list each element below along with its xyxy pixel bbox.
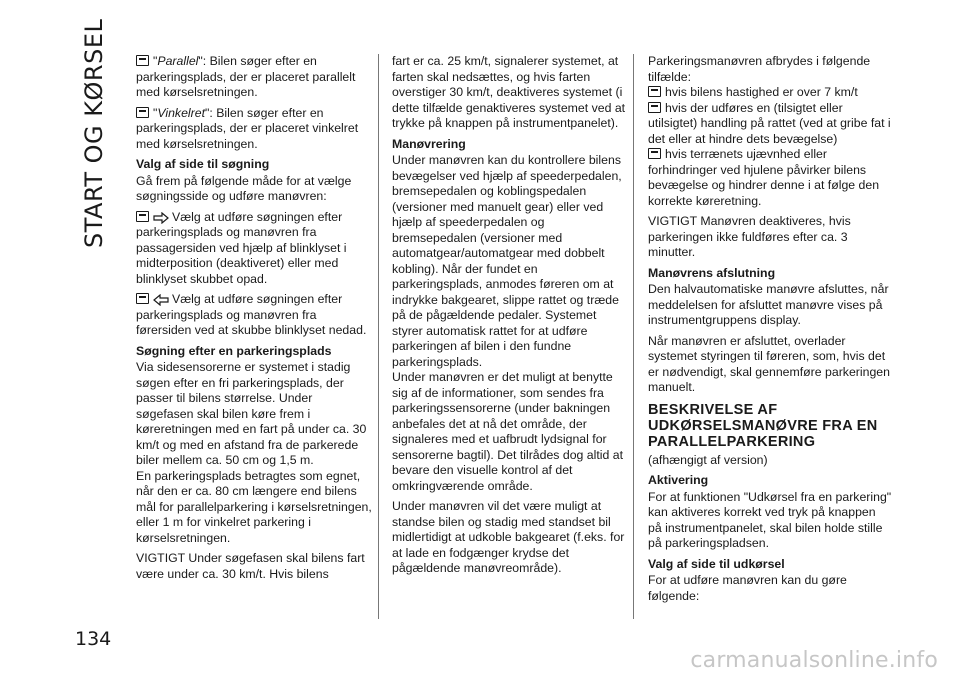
paragraph-vinkelret: "Vinkelret": Bilen søger efter en parkeringsplads, der er placeret vinkelret med kørselsretningen.: [136, 105, 359, 151]
chapter-side-title: [52, 18, 132, 255]
bullet-terrain: hvis terrænets ujævnhed eller forhindringer ved hjulene påvirker bilens bevægelse og hindrer denne i at følge den korrekte køreretning.: [648, 147, 880, 208]
paragraph-side-selection: Gå frem på følgende måde for at vælge søgningsside og udføre manøvren:: [136, 173, 352, 203]
heading-end-of-maneuver: Manøvrens afslutning: [648, 265, 776, 280]
term-parallel: Parallel: [157, 54, 199, 68]
text-column-1: [136, 54, 372, 587]
bullet-square-icon: [648, 148, 661, 159]
paragraph-version-note: (afhængigt af version): [648, 452, 768, 467]
heading-activation: Aktivering: [648, 473, 709, 487]
paragraph-speed-continued: fart er ca. 25 km/t, signalerer systemet, at farten skal nedsættes, og hvis farten overstiger 30 km/t, deaktiveres systemet (i dette tilfælde genaktiveres systemet ved at trykke på knappen på instrumentpanelet).: [392, 54, 626, 130]
bullet-square-icon: [648, 102, 661, 113]
paragraph-search-1: Via sidesensorerne er systemet i stadig søgen efter en fri parkeringsplads, der passer til bilens størrelse. Under søgefasen skal bilen køre frem i køreretningen med en fart på under ca. 30 km/t og med en afstand fra de parkerede biler mellem ca. 50 cm og 1,5 m.: [136, 360, 367, 467]
paragraph-interruption: Parkeringsmanøvren afbrydes i følgende tilfælde:: [648, 54, 871, 84]
heading-search: Søgning efter en parkeringsplads: [136, 343, 332, 358]
paragraph-end-1: Den halvautomatiske manøvre afsluttes, når meddelelsen for afsluttet manøvre vises på instrumentgruppens display.: [648, 282, 889, 327]
text-column-2: [392, 54, 628, 582]
section-heading-exit-maneuver: BESKRIVELSE AF UDKØRSELSMANØVRE FRA EN PARALLELPARKERING: [648, 401, 878, 450]
paragraph-exit-side: For at udføre manøvren kan du gøre følgende:: [648, 573, 847, 603]
term-vinkelret: Vinkelret: [157, 105, 205, 120]
bullet-speed: hvis bilens hastighed er over 7 km/t: [648, 85, 892, 101]
bullet-square-icon: [136, 211, 149, 222]
paragraph-important-speed: VIGTIGT Under søgefasen skal bilens fart være under ca. 30 km/t. Hvis bilens: [136, 551, 365, 581]
paragraph-important-timeout: VIGTIGT Manøvren deaktiveres, hvis parkeringen ikke fuldføres efter ca. 3 minutter.: [648, 214, 851, 259]
paragraph-maneuvering-3: Under manøvren vil det være muligt at standse bilen og stadig med standset bil midlertidigt at udkoble bakgearet (f.eks. for at lade en fodgænger krydse det pågældende manøvreområde).: [392, 499, 625, 575]
column-divider: [378, 54, 379, 619]
arrow-right-icon: [153, 212, 169, 224]
arrow-left-icon: [153, 294, 169, 306]
text-column-3: [648, 54, 892, 609]
paragraph-driver-side: Vælg at udføre søgningen efter parkeringsplads og manøvren fra førersiden ved at skubbe blinklyset nedad.: [136, 292, 367, 337]
paragraph-search-2: En parkeringsplads betragtes som egnet, når den er ca. 80 cm længere end bilens mål for parallelparkering i kørselsretningen, eller 1 m for vinkelret parkering i kørselsretningen.: [136, 468, 372, 545]
heading-exit-side: Valg af side til udkørsel: [648, 556, 785, 571]
watermark: carmanualsonline.info: [690, 648, 938, 673]
bullet-steering: hvis der udføres en (tilsigtet eller utilsigtet) handling på rattet (ved at gribe fat i det eller at hindre dets bevægelse): [648, 100, 891, 146]
column-divider: [633, 54, 634, 619]
paragraph-activation: For at funktionen "Udkørsel fra en parkering" kan aktiveres korrekt ved tryk på knappen på instrumentpanelet, skal bilen holde stille på parkeringspladsen.: [648, 489, 892, 550]
bullet-square-icon: [136, 293, 149, 304]
paragraph-maneuvering-1: Under manøvren kan du kontrollere bilens bevægelser ved hjælp af speederpedalen, bremsepedalen og koblingspedalen (versioner med manuelt gear) eller ved hjælp af speederpedalen og bremsepedalen (versioner med automatgear/automatgear med dobbelt kobling). Når der fundet en parkeringsplads, anmodes føreren om at indrykke bakgearet, slippe rattet og træde på de pågældende pedaler. Systemet styrer automatisk rattet for at udføre parkeringen af bilen i den fundne parkeringsplads.: [392, 153, 622, 369]
heading-maneuvering: Manøvrering: [392, 136, 466, 151]
paragraph-passenger-side: Vælg at udføre søgningen efter parkeringsplads og manøvren fra passagersiden ved hjælp af blinklyset i midterposition (deaktiveret) eller med blinklyset skubbet opad.: [136, 209, 347, 286]
paragraph-maneuvering-2: Under manøvren er det muligt at benytte sig af de informationer, som sendes fra parkeringssensorerne (under bakningen anbefales det at nå det område, der signaleres med et uafbrudt lydsignal for sensorerne bagtil). Det tilrådes dog altid at bevare den visuelle kontrol af det omkringværende område.: [392, 370, 624, 493]
bullet-square-icon: [136, 107, 149, 118]
chapter-title-text: START OG KØRSEL: [80, 18, 108, 248]
bullet-square-icon: [136, 55, 149, 66]
heading-side-selection: Valg af side til søgning: [136, 157, 270, 171]
paragraph-parallel: "Parallel": Bilen søger efter en parkeringsplads, der er placeret parallelt med kørselsretningen.: [136, 54, 356, 99]
page-number: 134: [75, 628, 112, 650]
paragraph-end-2: Når manøvren er afsluttet, overlader systemet styringen til føreren, som, hvis det er nødvendigt, skal gennemføre parkeringen manuelt.: [648, 333, 890, 394]
bullet-square-icon: [648, 86, 661, 97]
